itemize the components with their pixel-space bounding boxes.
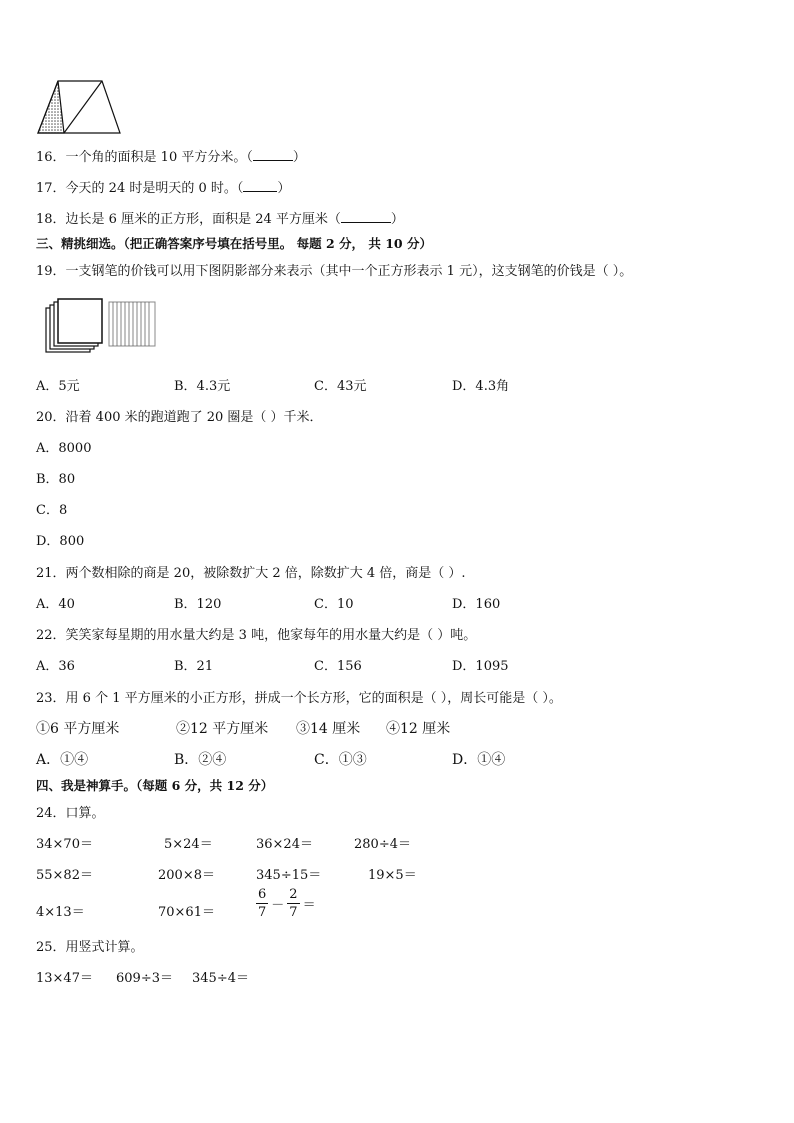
question-24-stem: 24．口算。 xyxy=(36,806,105,821)
calc-item: 345÷4＝ xyxy=(192,971,249,986)
section-3-heading: 三、精挑细选。（把正确答案序号填在括号里。 每题 2 分， 共 10 分） xyxy=(36,236,432,251)
q23-option-c[interactable]: C．①③ xyxy=(314,752,367,768)
fraction-two-sevenths: $\frac{2}{7}$ xyxy=(289,887,298,920)
answer-blank[interactable] xyxy=(341,210,391,223)
q21-option-a[interactable]: A．40 xyxy=(36,597,75,612)
question-17: 17．今天的 24 时是明天的 0 时。（ ） xyxy=(36,181,291,196)
calc-item: 280÷4＝ xyxy=(354,837,411,852)
question-16-text: 16．一个角的面积是 10 平方分米。（ xyxy=(36,150,253,165)
question-23-stem: 23．用 6 个 1 平方厘米的小正方形，拼成一个长方形，它的面积是（ ），周长可能是（ ）。 xyxy=(36,691,562,706)
question-17-text: 17．今天的 24 时是明天的 0 时。（ xyxy=(36,181,244,196)
q23-item-4: ④12 厘米 xyxy=(386,721,451,737)
section-4-heading: 四、我是神算手。（每题 6 分，共 12 分） xyxy=(36,778,274,793)
q21-option-c[interactable]: C．10 xyxy=(314,597,354,612)
q20-option-a[interactable]: A．8000 xyxy=(36,441,92,456)
calc-item: 13×47＝ xyxy=(36,971,93,986)
q21-option-d[interactable]: D．160 xyxy=(452,597,501,612)
calc-item: 4×13＝ xyxy=(36,905,85,920)
q23-item-3: ③14 厘米 xyxy=(296,721,361,737)
question-19-stem: 19．一支钢笔的价钱可以用下图阴影部分来表示（其中一个正方形表示 1 元），这支钢笔的价钱是（ ）。 xyxy=(36,264,633,279)
answer-blank[interactable] xyxy=(253,148,293,161)
question-22-stem: 22．笑笑家每星期的用水量大约是 3 吨，他家每年的用水量大约是（ ）吨。 xyxy=(36,628,477,643)
q23-item-2: ②12 平方厘米 xyxy=(176,721,269,737)
calc-item: 609÷3＝ xyxy=(116,971,173,986)
calc-item: 345÷15＝ xyxy=(256,868,322,883)
minus-sign: － xyxy=(271,898,285,913)
q22-option-d[interactable]: D．1095 xyxy=(452,659,509,674)
q22-option-a[interactable]: A．36 xyxy=(36,659,75,674)
q23-option-d[interactable]: D．①④ xyxy=(452,752,506,768)
q19-option-b[interactable]: B．4.3元 xyxy=(174,379,231,394)
calc-item: 19×5＝ xyxy=(368,868,417,883)
q20-option-d[interactable]: D．800 xyxy=(36,534,85,549)
q23-option-a[interactable]: A．①④ xyxy=(36,752,89,768)
q22-option-b[interactable]: B．21 xyxy=(174,659,214,674)
fraction-six-sevenths: $\frac{6}{7}$ xyxy=(258,887,267,920)
calc-item: 36×24＝ xyxy=(256,837,313,852)
trapezoid-figure xyxy=(36,78,122,136)
q19-option-d[interactable]: D．4.3角 xyxy=(452,379,510,394)
q23-item-1: ①6 平方厘米 xyxy=(36,721,120,737)
shaded-triangle xyxy=(38,81,64,133)
partial-square xyxy=(109,302,155,346)
q22-option-c[interactable]: C．156 xyxy=(314,659,362,674)
question-20-stem: 20．沿着 400 米的跑道跑了 20 圈是（ ）千米． xyxy=(36,410,323,425)
question-21-stem: 21．两个数相除的商是 20，被除数扩大 2 倍，除数扩大 4 倍，商是（ ）. xyxy=(36,566,466,581)
calc-item: 55×82＝ xyxy=(36,868,93,883)
calc-item: 200×8＝ xyxy=(158,868,215,883)
fraction-expression xyxy=(256,888,316,919)
square-front xyxy=(58,299,102,343)
q19-option-c[interactable]: C．43元 xyxy=(314,379,367,394)
question-25-stem: 25．用竖式计算。 xyxy=(36,940,144,955)
calc-item: 34×70＝ xyxy=(36,837,93,852)
q20-option-b[interactable]: B．80 xyxy=(36,472,76,487)
q20-option-c[interactable]: C．8 xyxy=(36,503,68,518)
q21-option-b[interactable]: B．120 xyxy=(174,597,222,612)
calc-item: 5×24＝ xyxy=(164,837,213,852)
calc-item: 70×61＝ xyxy=(158,905,215,920)
equals-sign: ＝ xyxy=(302,898,316,913)
q23-option-b[interactable]: B．②④ xyxy=(174,752,227,768)
q19-option-a[interactable]: A．5元 xyxy=(36,379,80,394)
question-18-text: 18．边长是 6 厘米的正方形，面积是 24 平方厘米（ xyxy=(36,212,341,227)
question-16: 16．一个角的面积是 10 平方分米。（ ） xyxy=(36,150,306,165)
question-18: 18．边长是 6 厘米的正方形，面积是 24 平方厘米（ ） xyxy=(36,212,404,227)
money-squares-figure xyxy=(44,298,160,358)
answer-blank[interactable] xyxy=(243,179,277,192)
